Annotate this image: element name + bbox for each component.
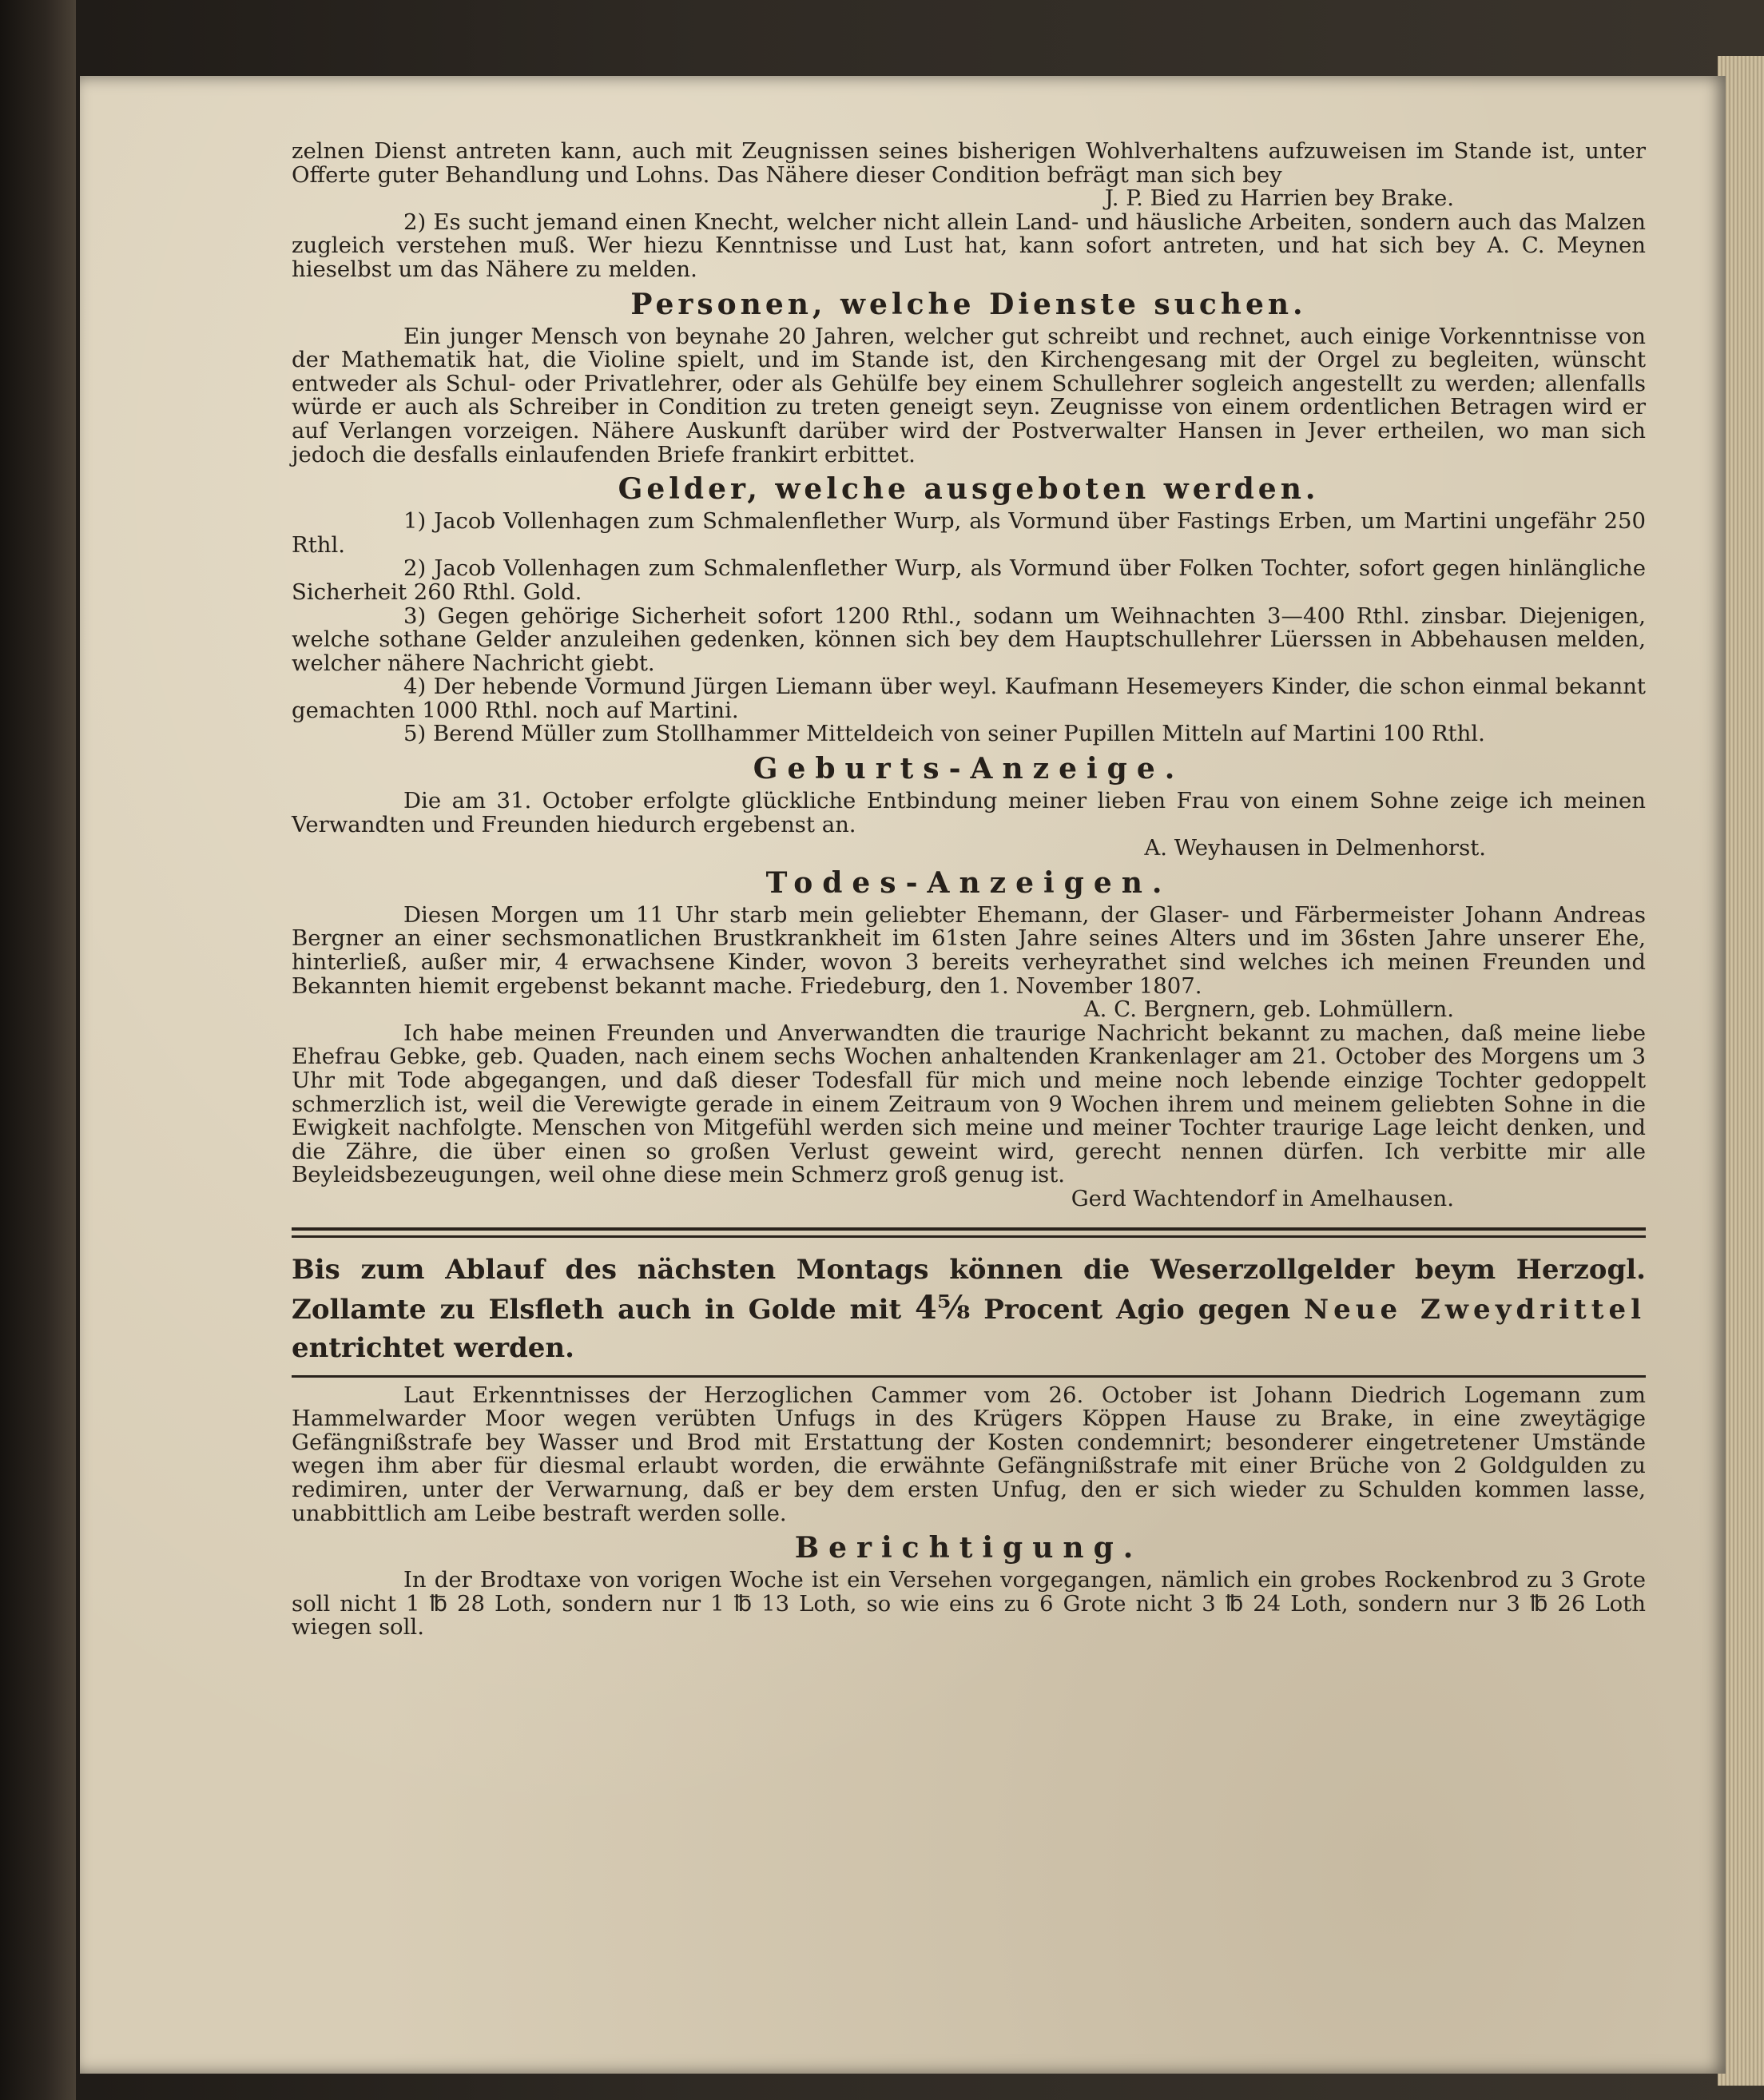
todes-signature-1: A. C. Bergnern, geb. Lohmüllern. bbox=[1083, 996, 1454, 1023]
dienst-signature: J. P. Bied zu Harrien bey Brake. bbox=[1104, 185, 1454, 212]
gelder-item-5: 5) Berend Müller zum Stollhammer Mitteldeich von seiner Pupillen Mitteln auf Martini 100 Rthl. bbox=[403, 721, 1485, 747]
heading-berichtigung: Berichtigung. bbox=[794, 1531, 1143, 1565]
heading-geburts: Geburts-Anzeige. bbox=[753, 752, 1185, 786]
todes-paragraph-1: Diesen Morgen um 11 Uhr starb mein geliebter Ehemann, der Glaser- und Färbermeister Johann Andreas Bergner an einer sechsmonatlichen Brustkrankheit im 61sten Jahre seines Alters und im 36sten Jahre unserer Ehe, hinterließ, außer mir, 4 erwachsene Kinder, wovon 3 bereits verheyrathet sind welches ich meinen Freunden und Bekannten hiemit ergebenst bekannt mache. Friedeburg, den 1. November 1807. bbox=[292, 901, 1646, 999]
text-column bbox=[292, 140, 1646, 1640]
divider-top bbox=[292, 1227, 1646, 1231]
gelder-item-4: 4) Der hebende Vormund Jürgen Liemann über weyl. Kaufmann Hesemeyers Kinder, die schon einmal bekannt gemachten 1000 Rthl. noch auf Martini. bbox=[292, 674, 1646, 723]
heading-todes: Todes-Anzeigen. bbox=[765, 865, 1172, 900]
notice-end: entrichtet werden. bbox=[292, 1331, 574, 1364]
heading-gelder: Gelder, welche ausgeboten werden. bbox=[618, 472, 1320, 507]
gelder-item-2: 2) Jacob Vollenhagen zum Schmalenflether Wurp, als Vormund über Folken Tochter, sofort gegen hinlängliche Sicherheit 260 Rthl. Gold. bbox=[292, 555, 1646, 605]
dienst-paragraph: zelnen Dienst antreten kann, auch mit Zeugnissen seines bisherigen Wohlverhaltens aufzuweisen im Stande ist, unter Offerte guter Behandlung und Lohns. Das Nähere dieser Condition befrägt man sich bey bbox=[292, 138, 1646, 188]
notice-fraction: 4⅝ bbox=[915, 1288, 971, 1326]
heading-personen: Personen, welche Dienste suchen. bbox=[630, 287, 1307, 321]
notice-text: Bis zum Ablauf des nächsten Montags können die Weserzollgelder beym Herzogl. Zollamte zu Elsfleth auch in Golde mit bbox=[292, 1253, 1646, 1326]
erkenntnis-paragraph: Laut Erkenntnisses der Herzoglichen Cammer vom 26. October ist Johann Diedrich Logemann zum Hammelwarder Moor wegen verübten Unfugs in des Krügers Köppen Hause zu Brake, in eine zweytägige Gefängnißstrafe bey Wasser und Brod mit Erstattung der Kosten condemnirt; besonderer eingetretener Umstände wegen ihm aber für diesmal erlaubt worden, die erwähnte Gefängnißstrafe mit einer Brüche von 2 Goldgulden zu redimiren, unter der Verwarnung, daß er bey dem ersten Unfug, den er sich wieder zu Schulden kommen lasse, unabbittlich am Leibe bestraft werden solle. bbox=[292, 1382, 1646, 1526]
weserzoll-notice bbox=[292, 1251, 1646, 1367]
geburts-paragraph: Die am 31. October erfolgte glückliche Entbindung meiner lieben Frau von einem Sohne zeige ich meinen Verwandten und Freunden hiedurch ergebenst an. bbox=[292, 788, 1646, 837]
todes-paragraph-2: Ich habe meinen Freunden und Anverwandten die traurige Nachricht bekannt zu machen, daß meine liebe Ehefrau Gebke, geb. Quaden, nach einem sechs Wochen anhaltenden Krankenlager am 21. October des Morgens um 3 Uhr mit Tode abgegangen, und daß dieser Todesfall für mich und meine noch lebende einzige Tochter gedoppelt schmerzlich ist, weil die Verewigte gerade in einem Zeitraum von 9 Wochen ihrem und meinem geliebten Sohne in die Ewigkeit nachfolgte. Menschen von Mitgefühl werden sich meine und meiner Tochter traurige Lage leicht denken, und die Zähre, die über einen so großen Verlust geweint wird, gerecht nennen dürfen. Ich verbitte mir alle Beyleidsbezeugungen, weil ohne diese mein Schmerz groß genug ist. bbox=[292, 1020, 1646, 1188]
gelder-item-1: 1) Jacob Vollenhagen zum Schmalenflether Wurp, als Vormund über Fastings Erben, um Martini ungefähr 250 Rthl. bbox=[292, 508, 1646, 558]
book-binding bbox=[0, 0, 76, 2100]
berichtigung-paragraph: In der Brodtaxe von vorigen Woche ist ein Versehen vorgegangen, nämlich ein grobes Rockenbrod zu 3 Grote soll nicht 1 ℔ 28 Loth, sondern nur 1 ℔ 13 Loth, so wie eins zu 6 Grote nicht 3 ℔ 24 Loth, sondern nur 3 ℔ 26 Loth wiegen soll. bbox=[292, 1567, 1646, 1641]
todes-signature-2: Gerd Wachtendorf in Amelhausen. bbox=[1071, 1185, 1454, 1211]
notice-rest: Procent Agio gegen bbox=[983, 1293, 1291, 1326]
personen-paragraph: Ein junger Mensch von beynahe 20 Jahren, welcher gut schreibt und rechnet, auch einige Vorkenntnisse von der Mathematik hat, die Violine spielt, und im Stande ist, den Kirchengesang mit der Orgel zu begleiten, wünscht entweder als Schul- oder Privatlehrer, oder als Gehülfe bey einem Schullehrer sogleich angestellt zu werden; allenfalls würde er auch als Schreiber in Condition zu treten geneigt seyn. Zeugnisse von einem ordentlichen Betragen wird er auf Verlangen vorzeigen. Nähere Auskunft darüber wird der Postverwalter Hansen in Jever ertheilen, wo man sich jedoch die desfalls einlaufenden Briefe frankirt erbittet. bbox=[292, 323, 1646, 467]
notice-neue-zweydrittel: Neue Zweydrittel bbox=[1304, 1293, 1647, 1326]
gelder-item-3: 3) Gegen gehörige Sicherheit sofort 1200 Rthl., sodann um Weihnachten 3—400 Rthl. zinsbar. Diejenigen, welche sothane Gelder anzuleihen gedenken, können sich bey dem Hauptschullehrer Lüerssen in Abbehausen melden, welcher nähere Nachricht giebt. bbox=[292, 603, 1646, 676]
geburts-signature: A. Weyhausen in Delmenhorst. bbox=[1144, 835, 1486, 861]
divider-top-thin bbox=[292, 1235, 1646, 1238]
dienst-item-2: 2) Es sucht jemand einen Knecht, welcher nicht allein Land- und häusliche Arbeiten, sondern auch das Malzen zugleich verstehen muß. Wer hiezu Kenntnisse und Lust hat, kann sofort antreten, und hat sich bey A. C. Meynen hieselbst um das Nähere zu melden. bbox=[292, 209, 1646, 282]
